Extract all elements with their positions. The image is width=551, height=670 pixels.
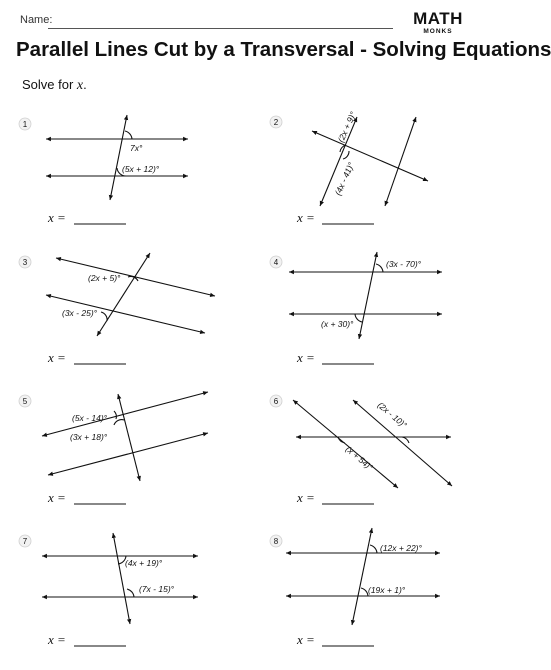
p7-angle-label-1: (4x + 19)°: [125, 558, 163, 568]
p3-angle-label-1: (2x + 5)°: [88, 273, 121, 283]
problem-number-1: 1: [22, 120, 28, 129]
p2-angle-label-2: (4x - 41)°: [332, 160, 357, 197]
p7-transversal: [113, 533, 130, 624]
p4-angle-arc-2: [355, 314, 362, 322]
p5-angle-label-1: (5x - 14)°: [72, 413, 108, 423]
problem-number-5: 5: [22, 397, 28, 406]
p6-angle-arc-1: [402, 437, 409, 443]
answer-label-8: x =: [297, 632, 315, 647]
p5-angle-arc-1: [114, 411, 116, 419]
answer-label-2: x =: [297, 210, 315, 225]
p2-angle-arc-2: [343, 151, 349, 159]
problem-number-3: 3: [22, 258, 28, 267]
p2-angle-label-1: (2x + 9)°: [335, 110, 359, 144]
logo-subtext: MONKS: [423, 28, 453, 35]
p5-transversal: [118, 394, 140, 481]
instruction-variable: x: [76, 78, 84, 93]
answer-label-3: x =: [48, 350, 66, 365]
instruction-suffix: .: [83, 77, 87, 92]
p3-transversal: [97, 253, 150, 336]
p7-angle-arc-2: [127, 589, 134, 597]
p1-transversal: [110, 115, 127, 200]
p6-parallel-line-2: [353, 400, 452, 486]
p4-angle-label-1: (3x - 70)°: [386, 259, 422, 269]
p2-transversal-line-2: [385, 117, 416, 206]
name-label: Name:: [20, 14, 53, 26]
problem-number-8: 8: [273, 537, 279, 546]
answer-label-6: x =: [297, 490, 315, 505]
p6-angle-label-1: (2x - 10)°: [375, 399, 409, 431]
answer-label-5: x =: [48, 490, 66, 505]
p1-angle-label-1: 7x°: [130, 143, 143, 153]
p3-angle-label-2: (3x - 25)°: [62, 308, 98, 318]
answer-label-4: x =: [297, 350, 315, 365]
p4-angle-label-2: (x + 30)°: [321, 319, 354, 329]
p8-angle-arc-1: [370, 545, 377, 553]
p8-angle-arc-2: [361, 588, 368, 596]
p4-transversal: [359, 252, 377, 339]
p8-angle-label-1: (12x + 22)°: [380, 543, 422, 553]
p1-angle-arc-1: [125, 131, 132, 139]
answer-label-1: x =: [48, 210, 66, 225]
p5-angle-label-2: (3x + 18)°: [70, 432, 108, 442]
p3-angle-arc-2: [101, 312, 107, 321]
p6-angle-label-2: (x + 54)°: [343, 443, 376, 473]
p1-angle-label-2: (5x + 12)°: [122, 164, 160, 174]
problem-number-2: 2: [273, 118, 279, 127]
p4-angle-arc-1: [376, 264, 383, 272]
problem-number-6: 6: [273, 397, 279, 406]
problem-number-4: 4: [273, 258, 279, 267]
problem-number-7: 7: [22, 537, 28, 546]
page-title: Parallel Lines Cut by a Transversal - Solving Equations: [16, 38, 551, 61]
p8-angle-label-2: (19x + 1)°: [368, 585, 406, 595]
p5-angle-arc-2: [114, 420, 124, 425]
instruction-prefix: Solve for: [22, 77, 77, 92]
logo-text: MATH: [413, 9, 463, 28]
p2-parallel-cut: [312, 131, 428, 181]
p8-transversal: [352, 528, 372, 625]
p6-parallel-line-1: [293, 400, 398, 488]
p7-angle-label-2: (7x - 15)°: [139, 584, 175, 594]
p3-parallel-line-1: [56, 258, 215, 296]
answer-label-7: x =: [48, 632, 66, 647]
p5-parallel-line-1: [42, 392, 208, 436]
